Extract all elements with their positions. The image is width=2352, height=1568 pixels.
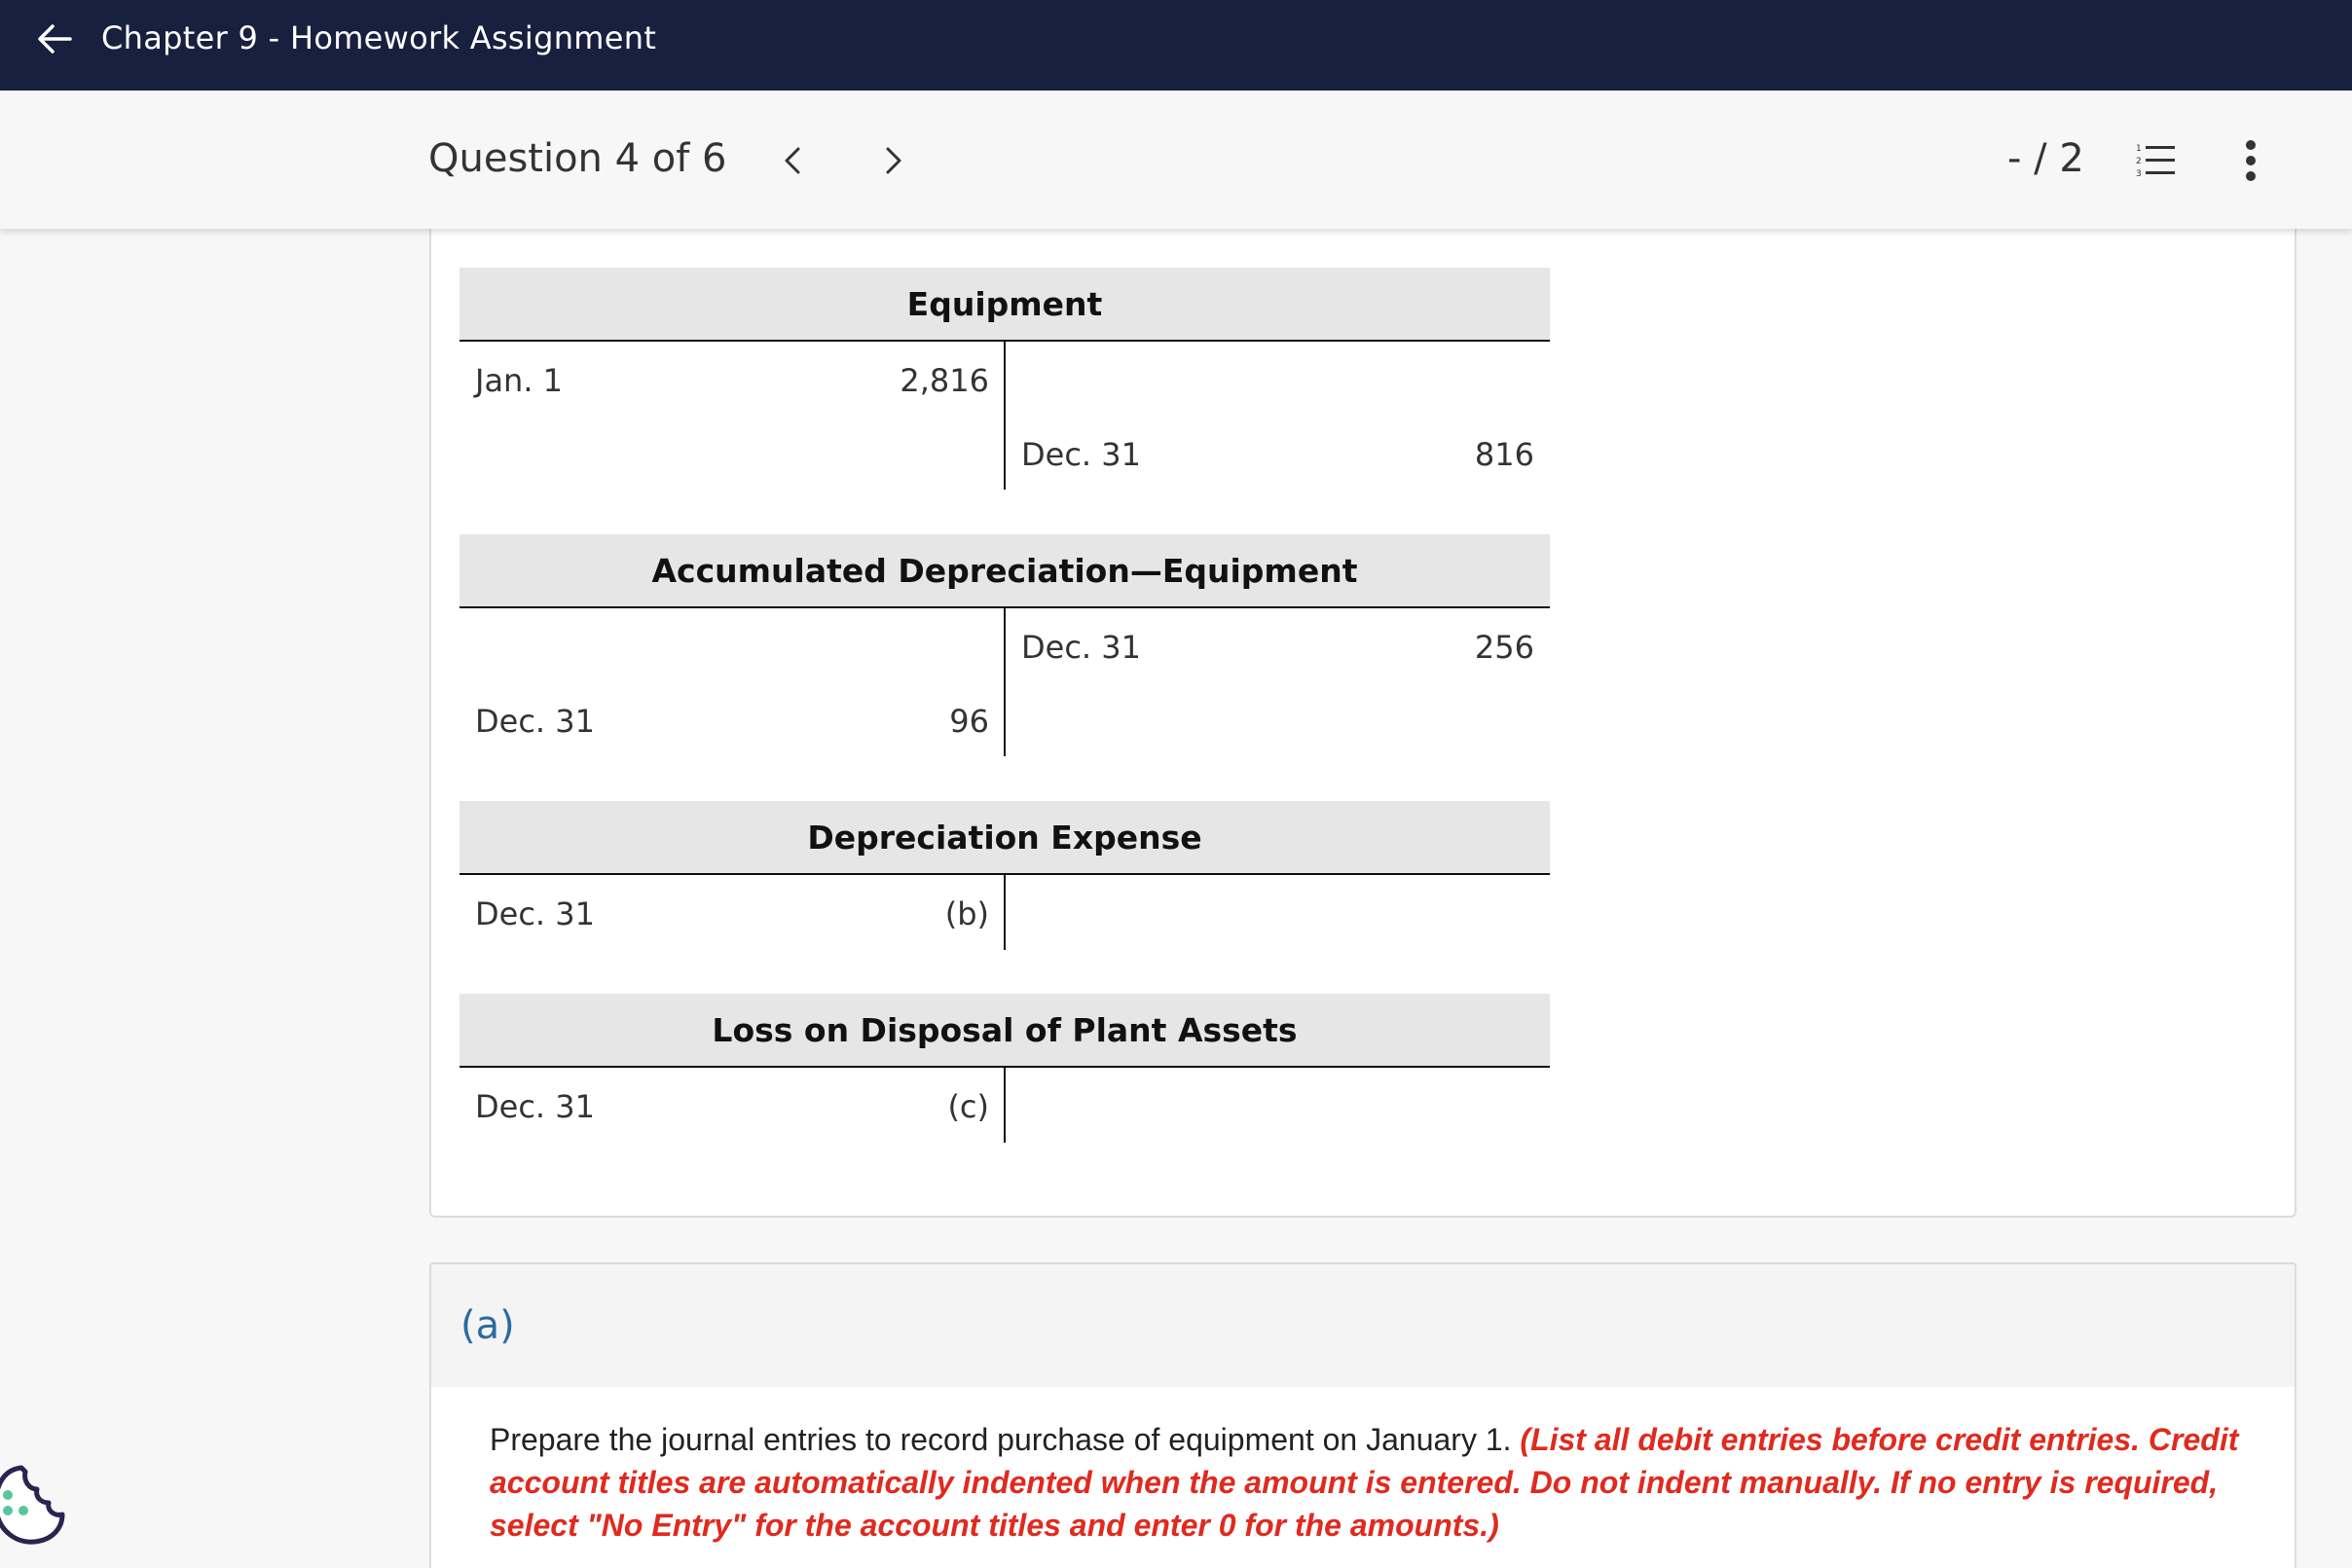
numbered-list-icon[interactable] bbox=[2134, 139, 2177, 182]
debit-date: Dec. 31 bbox=[475, 895, 595, 932]
cookie-icon[interactable] bbox=[0, 1460, 70, 1548]
t-account-title: Equipment bbox=[459, 268, 1550, 342]
credit-amount: 256 bbox=[1474, 629, 1534, 666]
t-account-divider bbox=[1004, 1068, 1006, 1143]
instruction-main: Prepare the journal entries to record purchase of equipment on January 1. bbox=[490, 1422, 1512, 1457]
t-account-equipment bbox=[459, 268, 1550, 492]
t-account-loss-on-disposal bbox=[459, 994, 1550, 1145]
debit-date: Dec. 31 bbox=[475, 703, 595, 740]
part-a-label: (a) bbox=[460, 1303, 515, 1348]
part-a-header bbox=[429, 1262, 2297, 1389]
debit-date: Dec. 31 bbox=[475, 1088, 595, 1125]
svg-text:1: 1 bbox=[2136, 144, 2142, 154]
debit-amount: 96 bbox=[949, 703, 989, 740]
svg-text:2: 2 bbox=[2136, 157, 2142, 166]
credit-amount: 816 bbox=[1474, 436, 1534, 473]
t-account-accumulated-depreciation bbox=[459, 534, 1550, 758]
instruction-note: (List all debit entries before credit entries. Credit account titles are automatically indented when the amount is entered. Do not indent manually. If no entry is required, select "No Entry" for the account titles and enter 0 for the amounts.) bbox=[490, 1422, 2239, 1543]
t-account-divider bbox=[1004, 875, 1006, 950]
instruction-text bbox=[490, 1418, 2242, 1547]
credit-date: Dec. 31 bbox=[1021, 629, 1141, 666]
chevron-left-icon[interactable] bbox=[776, 139, 811, 182]
debit-amount: (b) bbox=[944, 895, 989, 932]
t-account-divider bbox=[1004, 608, 1006, 756]
part-a-instructions bbox=[429, 1387, 2297, 1568]
t-account-title: Accumulated Depreciation—Equipment bbox=[459, 534, 1550, 608]
debit-date: Jan. 1 bbox=[475, 362, 564, 399]
debit-amount: (c) bbox=[947, 1088, 989, 1125]
top-header bbox=[0, 0, 2352, 91]
question-counter: Question 4 of 6 bbox=[428, 136, 727, 181]
svg-text:3: 3 bbox=[2136, 169, 2142, 179]
arrow-left-icon[interactable] bbox=[33, 18, 76, 60]
question-score: - / 2 bbox=[2007, 136, 2084, 181]
chevron-right-icon[interactable] bbox=[875, 139, 910, 182]
t-account-title: Depreciation Expense bbox=[459, 801, 1550, 875]
assignment-title: Chapter 9 - Homework Assignment bbox=[101, 19, 657, 56]
credit-date: Dec. 31 bbox=[1021, 436, 1141, 473]
t-account-depreciation-expense bbox=[459, 801, 1550, 952]
t-account-title: Loss on Disposal of Plant Assets bbox=[459, 994, 1550, 1068]
more-vertical-icon[interactable] bbox=[2236, 137, 2265, 184]
t-account-divider bbox=[1004, 342, 1006, 490]
question-nav-bar bbox=[0, 91, 2352, 229]
debit-amount: 2,816 bbox=[900, 362, 989, 399]
